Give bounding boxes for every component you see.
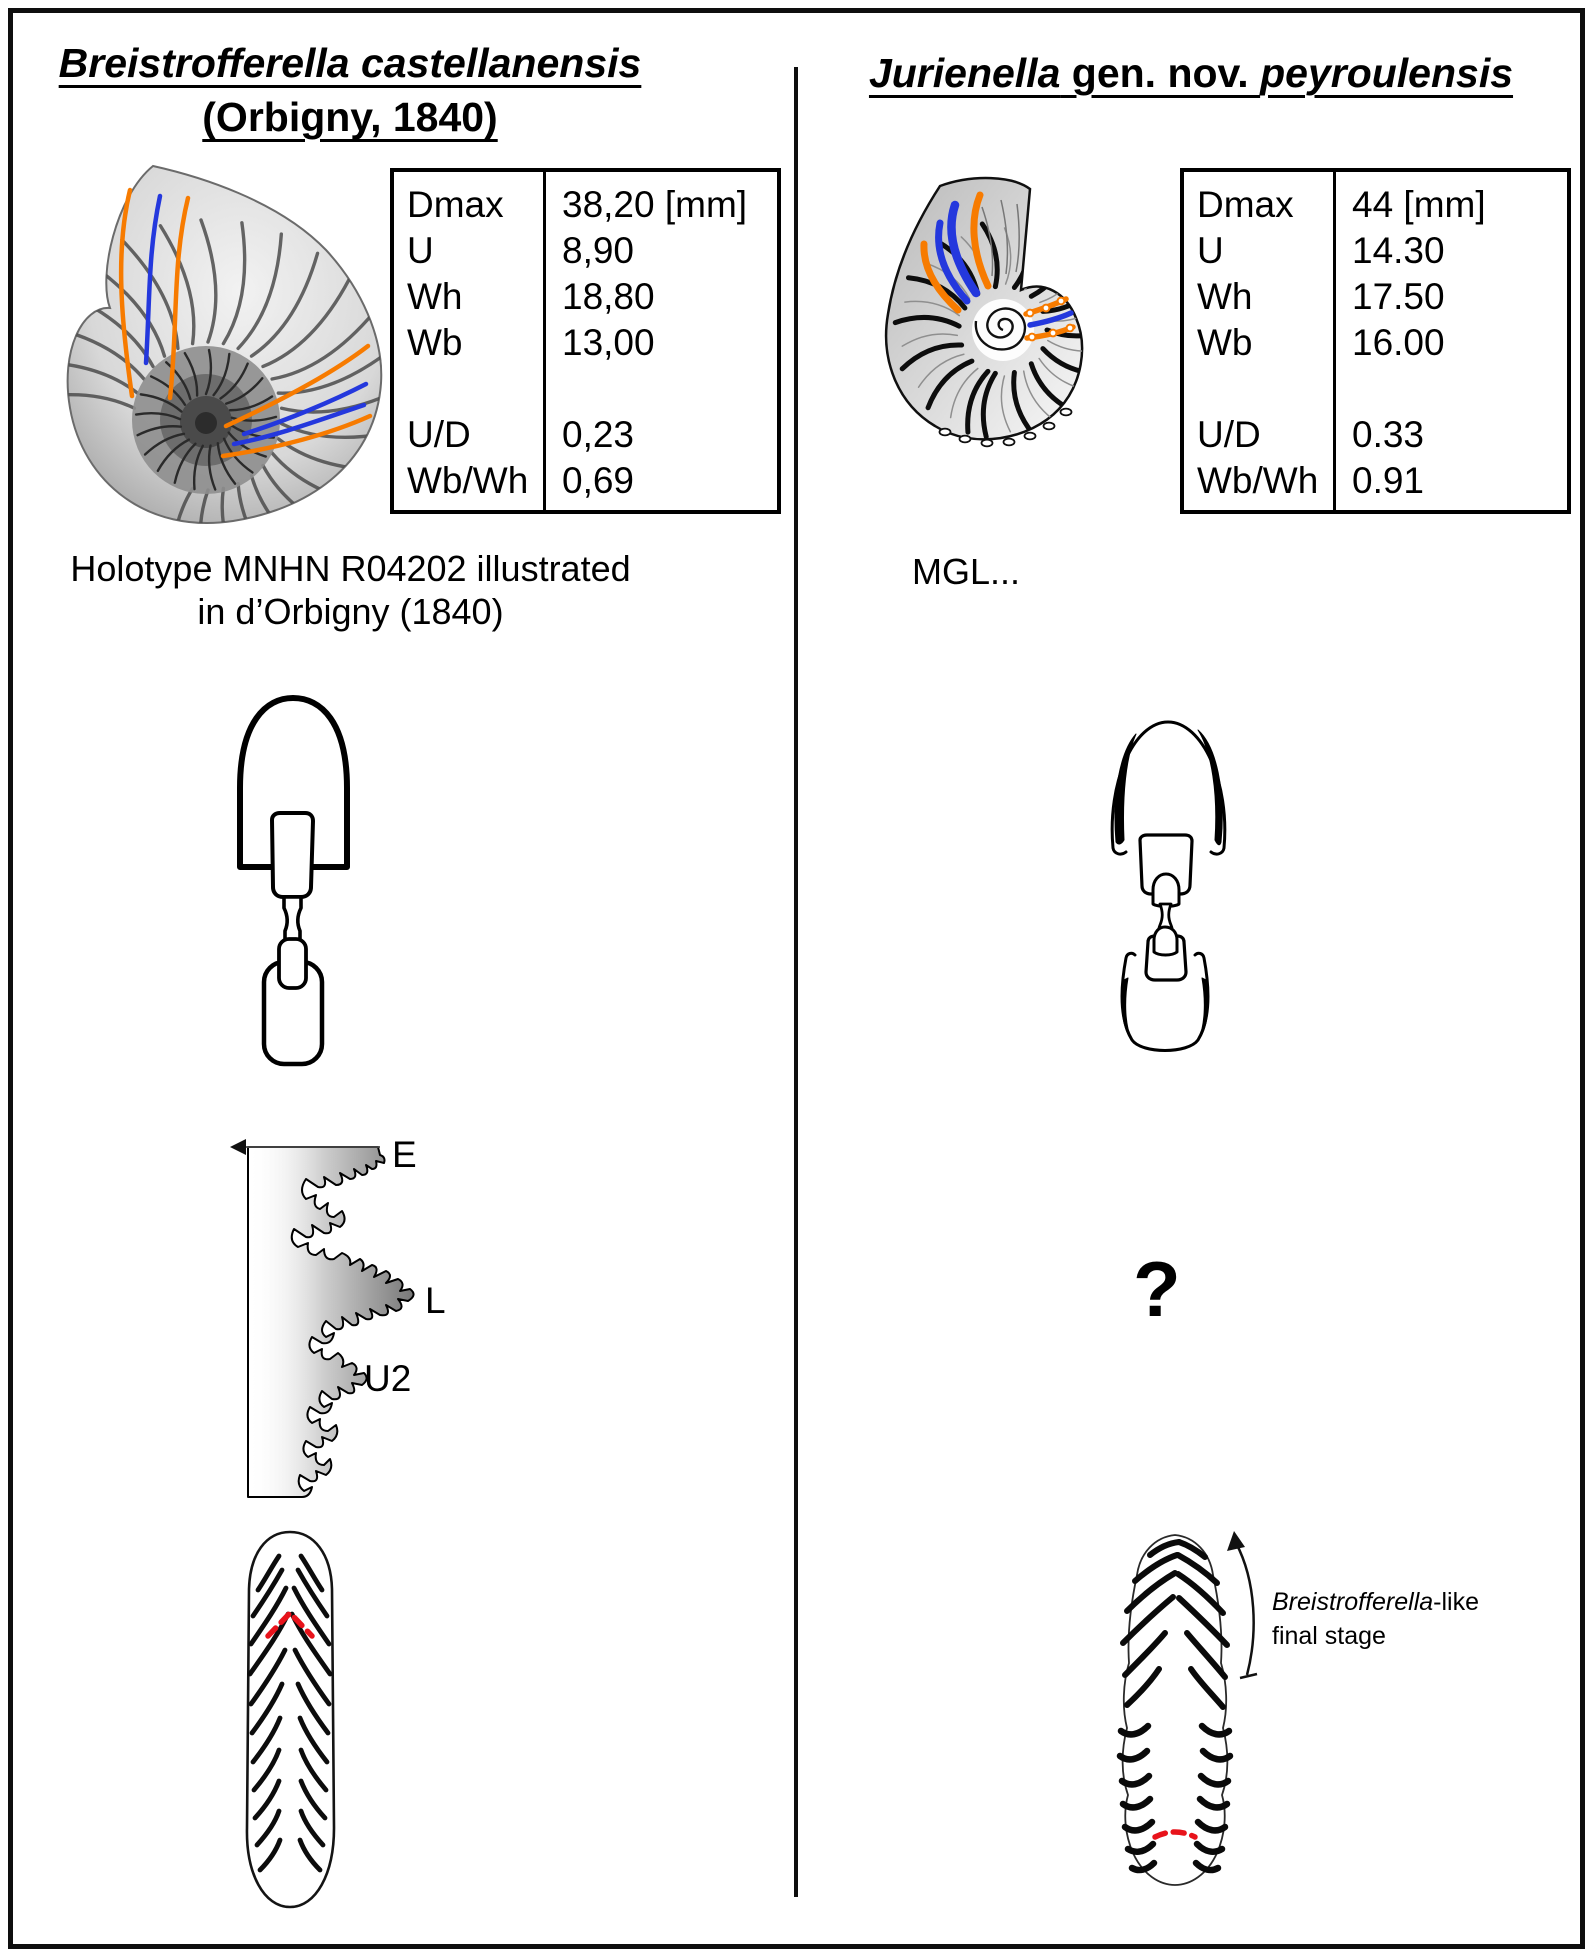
growth-direction-arrow <box>1227 1531 1257 1678</box>
table-row-spacer <box>543 366 777 412</box>
right-title-species: peyroulensis <box>1260 50 1514 96</box>
table-row-label: U <box>1197 230 1224 271</box>
table-row-spacer <box>1333 366 1567 412</box>
left-flank-thickening <box>1115 734 1136 844</box>
table-row-spacer <box>1184 366 1333 412</box>
table-row-label: Wb <box>407 322 463 363</box>
table-row-label: U/D <box>1197 414 1261 455</box>
table-row-value: 38,20 [mm] <box>562 184 748 225</box>
annotation-line2: final stage <box>1272 1621 1386 1650</box>
left-title-line2: (Orbigny, 1840) <box>202 94 498 141</box>
table-row-value: 44 [mm] <box>1352 184 1486 225</box>
lower-inner-arch <box>1154 927 1177 955</box>
table-row-value: 8,90 <box>562 230 635 271</box>
left-title-line1: Breistrofferella castellanensis <box>58 40 642 86</box>
suture-frilled-band <box>248 1147 414 1497</box>
table-row-label: Wb <box>1197 322 1253 363</box>
suture-label-u2: U2 <box>364 1358 412 1399</box>
table-row-value: 14.30 <box>1352 230 1445 271</box>
table-column-divider <box>543 172 546 510</box>
table-row-value: 17.50 <box>1352 276 1445 317</box>
right-measurements-table <box>1180 168 1571 514</box>
table-row-label: Dmax <box>407 184 504 225</box>
right-title-underline <box>869 50 1513 96</box>
caption-line1: Holotype MNHN R04202 illustrated <box>70 548 631 589</box>
column-divider <box>794 67 798 1897</box>
table-row-spacer <box>394 366 543 412</box>
left-specimen-caption <box>28 547 673 633</box>
caption-line2: in d’Orbigny (1840) <box>197 591 504 633</box>
breistrofferella-whorl-section <box>170 670 430 1090</box>
left-flank-thickening <box>1122 978 1132 1041</box>
left-species-title <box>30 36 670 144</box>
table-column-divider <box>1333 172 1336 510</box>
table-row-value: 0,23 <box>562 414 635 455</box>
table-row-value: 0.91 <box>1352 460 1425 501</box>
inner-arch <box>1153 874 1179 906</box>
table-row-value: 0.33 <box>1352 414 1425 455</box>
table-row-label: Wb/Wh <box>407 460 529 501</box>
table-row-label: Wh <box>1197 276 1253 317</box>
whorl-stem <box>284 897 301 941</box>
suture-label-e: E <box>392 1134 417 1175</box>
annotation-genus: Breistrofferella <box>1272 1588 1434 1616</box>
right-species-title <box>815 46 1567 100</box>
juvenile-inner-whorl <box>279 939 306 988</box>
table-row-label: U/D <box>407 414 471 455</box>
final-stage-annotation <box>1272 1586 1530 1653</box>
jurienella-whorl-section <box>1060 690 1320 1070</box>
annotation-suffix: -like <box>1433 1588 1480 1616</box>
jurienella-shell-drawing <box>870 162 1105 524</box>
breistrofferella-ventral-view <box>238 1528 343 1913</box>
table-row-label: Dmax <box>1197 184 1294 225</box>
table-row-value: 13,00 <box>562 322 655 363</box>
table-row-label: Wh <box>407 276 463 317</box>
right-title-genus: Jurienella <box>868 50 1061 96</box>
jurienella-ventral-view <box>1095 1523 1275 1903</box>
breistrofferella-shell-illustration <box>48 158 388 528</box>
table-row-value: 0,69 <box>562 460 635 501</box>
table-row-value: 16.00 <box>1352 322 1445 363</box>
right-flank-thickening <box>1198 730 1222 845</box>
right-specimen-caption: MGL... <box>912 551 1021 592</box>
right-flank-thickening <box>1198 978 1208 1041</box>
inner-whorl-outline <box>272 813 313 897</box>
right-title-gen-nov: gen. nov. <box>1060 50 1261 96</box>
suture-label-l: L <box>425 1280 446 1321</box>
table-row-value: 18,80 <box>562 276 655 317</box>
left-measurements-table <box>390 168 781 514</box>
unknown-suture-question-mark: ? <box>1133 1245 1181 1333</box>
table-row-label: Wb/Wh <box>1197 460 1319 501</box>
table-row-label: U <box>407 230 434 271</box>
